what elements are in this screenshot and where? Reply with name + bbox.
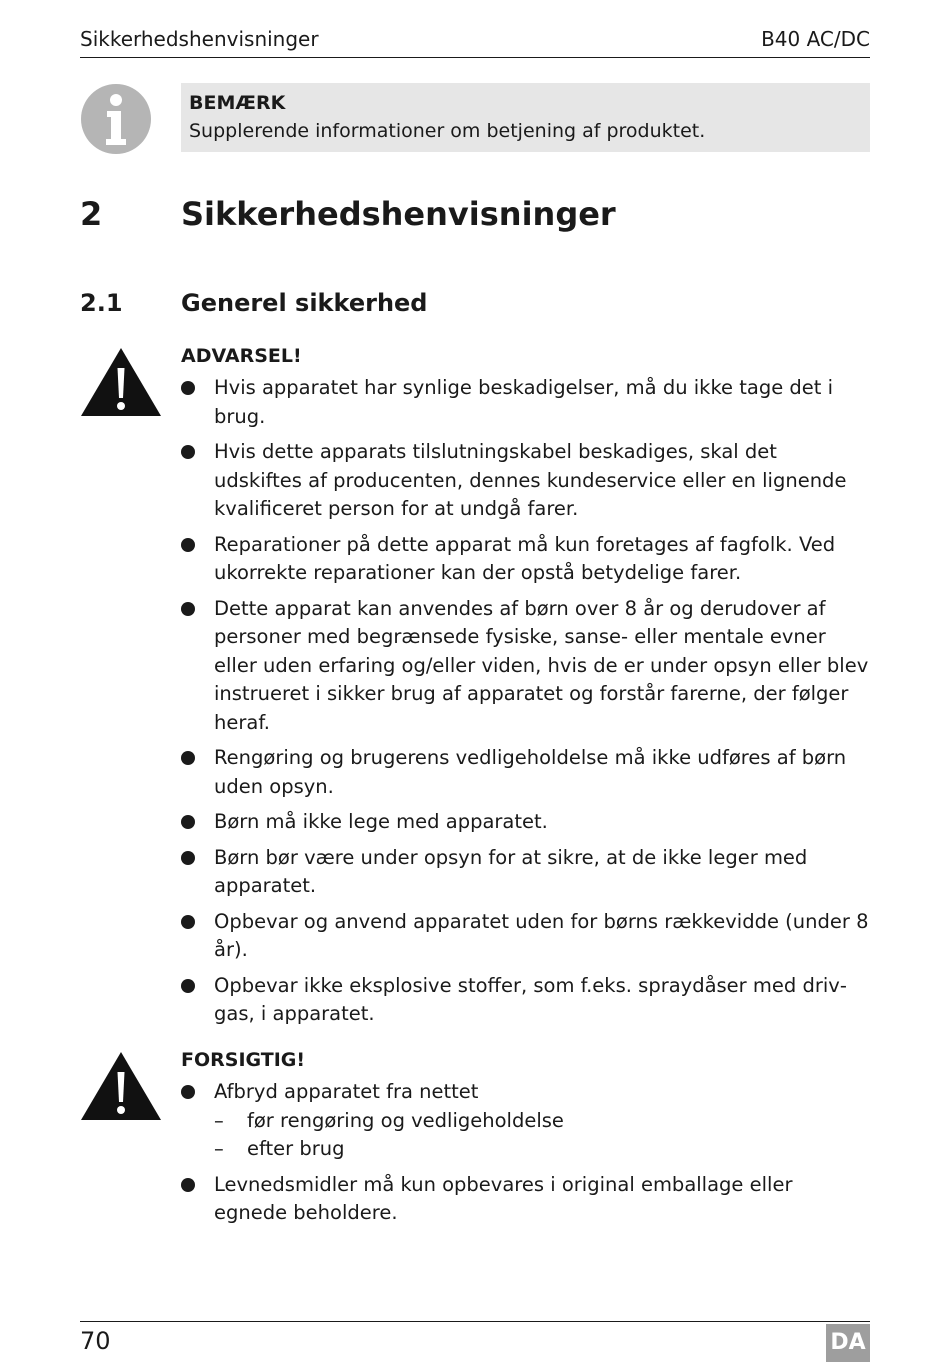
list-item: Hvis apparatet har synlige beskadigelser, må du ikke tage det i brug. xyxy=(181,374,871,431)
running-header-model: B40 AC/DC xyxy=(761,27,870,51)
list-item: Opbevar ikke eksplosive stoffer, som f.eks. spraydåser med drivgas, i apparatet. xyxy=(181,972,871,1029)
info-icon xyxy=(80,83,152,155)
header-rule xyxy=(80,57,870,58)
note-title: BEMÆRK xyxy=(189,92,286,114)
list-item xyxy=(181,1078,871,1164)
caution-title: FORSIGTIG! xyxy=(181,1049,306,1071)
list-item: Reparationer på dette apparat må kun foretages af fagfolk. Ved ukorrekte reparationer kan der opstå betydelige farer. xyxy=(181,531,871,588)
caution-block xyxy=(181,1046,871,1235)
sub-list-item: – efter brug xyxy=(214,1135,871,1164)
list-item: Dette apparat kan anvendes af børn over 8 år og derudover af personer med begrænsede fysiske, sanse- eller mentale evner eller uden erfaring og/eller viden, hvis de er under opsyn eller blev instrueret i sikker brug af apparatet og forstår farerne, der følger heraf. xyxy=(181,595,871,738)
warning-title: ADVARSEL! xyxy=(181,345,302,367)
warning-triangle-icon xyxy=(80,346,162,418)
list-item: Hvis dette apparats tilslutningskabel beskadiges, skal det udskiftes af producenten, dennes kundeservice eller en lignende kvalificeret person for at undgå farer. xyxy=(181,438,871,524)
running-header-section: Sikkerhedshenvisninger xyxy=(80,27,319,51)
footer-rule xyxy=(80,1321,870,1322)
caution-list xyxy=(181,1078,871,1228)
list-item: Børn bør være under opsyn for at sikre, at de ikke leger med apparatet. xyxy=(181,844,871,901)
page-number: 70 xyxy=(80,1327,111,1355)
section-title: Generel sikkerhed xyxy=(181,289,428,317)
caution-item-text: Afbryd apparatet fra nettet xyxy=(214,1080,479,1103)
language-badge: DA xyxy=(826,1324,870,1362)
caution-sublist xyxy=(214,1107,871,1164)
warning-block xyxy=(181,342,871,1036)
note-text: Supplerende informationer om betjening af produktet. xyxy=(189,120,706,142)
chapter-number: 2 xyxy=(80,195,103,233)
section-number: 2.1 xyxy=(80,289,123,317)
list-item: Levnedsmidler må kun opbevares i original emballage eller egnede beholdere. xyxy=(181,1171,871,1228)
list-item: Opbevar og anvend apparatet uden for børns rækkevidde (under 8 år). xyxy=(181,908,871,965)
sub-list-item: – før rengøring og vedligeholdelse xyxy=(214,1107,871,1136)
warning-list xyxy=(181,374,871,1029)
caution-triangle-icon xyxy=(80,1050,162,1122)
note-box xyxy=(181,83,870,152)
list-item: Børn må ikke lege med apparatet. xyxy=(181,808,871,837)
list-item: Rengøring og brugerens vedligeholdelse må ikke udføres af børn uden opsyn. xyxy=(181,744,871,801)
chapter-title: Sikkerhedshenvisninger xyxy=(181,195,616,233)
